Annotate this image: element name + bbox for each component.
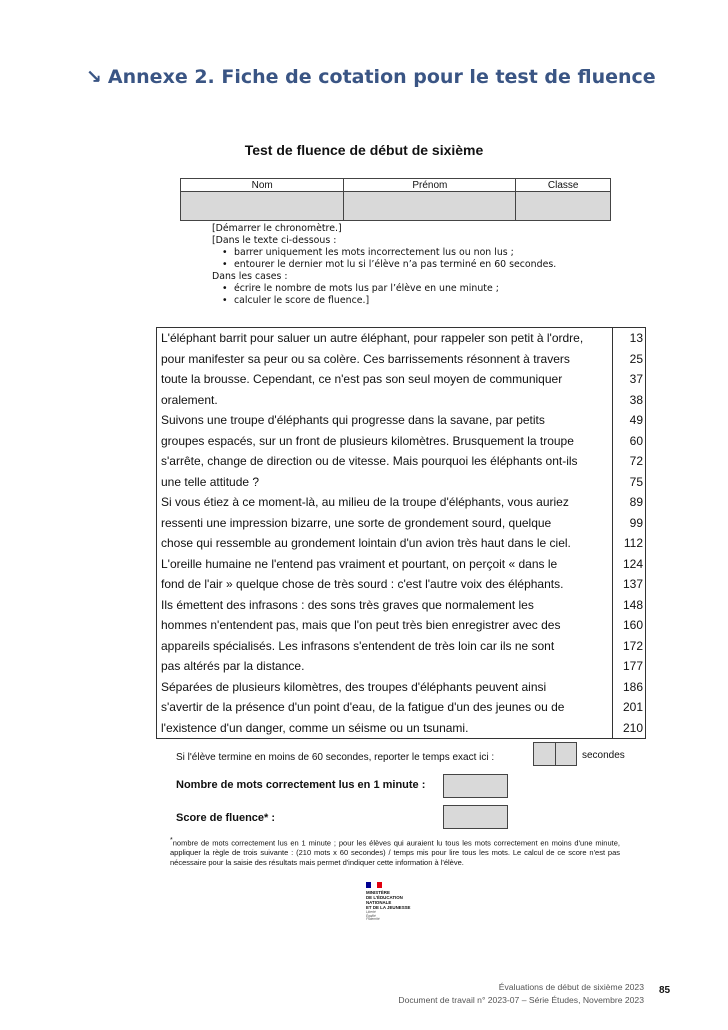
reading-line-text[interactable]: L'éléphant barrit pour saluer un autre éléphant, pour rappeler son petit à l'ordre, [157, 328, 613, 349]
motto-line: Égalité [366, 913, 376, 918]
reading-line-text[interactable]: appareils spécialisés. Les infrasons s'entendent de très loin car ils ne sont [157, 636, 613, 657]
reading-line-text[interactable]: une telle attitude ? [157, 472, 613, 493]
cumulative-word-count: 25 [629, 351, 643, 366]
motto-line: Fraternité [366, 917, 380, 922]
reading-line-text[interactable]: Séparées de plusieurs kilomètres, des troupes d'éléphants peuvent ainsi [157, 677, 613, 698]
header-prenom: Prénom [344, 179, 516, 192]
table-row [157, 451, 646, 472]
table-row [157, 595, 646, 616]
instruction-start: [Démarrer le chronomètre.] [212, 223, 342, 234]
reading-line-text[interactable]: pas altérés par la distance. [157, 656, 613, 677]
reading-line-text[interactable]: chose qui ressemble au grondement lointain d'un avion très haut dans le ciel. [157, 533, 613, 554]
flag-stripe-red [377, 882, 382, 888]
ministry-line: DE L'ÉDUCATION [366, 895, 403, 900]
motto-line: Liberté [366, 910, 376, 914]
reading-line-text[interactable]: ressenti une impression bizarre, une sorte de grondement sourd, quelque [157, 513, 613, 534]
cumulative-word-count: 172 [622, 638, 643, 653]
reading-line-text[interactable]: s'avertir de la présence d'un point d'eau, de la fatigue d'un des jeunes ou de [157, 697, 613, 718]
ministry-logo [366, 882, 436, 922]
cumulative-word-count: 137 [622, 577, 643, 592]
reading-line-text[interactable]: Si vous étiez à ce moment-là, au milieu de la troupe d'éléphants, vous auriez [157, 492, 613, 513]
reading-line-text[interactable]: Ils émettent des infrasons : des sons très graves que normalement les [157, 595, 613, 616]
table-row [157, 472, 646, 493]
prenom-field[interactable] [344, 192, 516, 221]
cumulative-word-count: 49 [629, 413, 643, 428]
table-row [157, 431, 646, 452]
reading-line-text[interactable]: fond de l'air » quelque chose de très sourd : c'est l'autre voix des éléphants. [157, 574, 613, 595]
cumulative-word-count: 37 [629, 372, 643, 387]
table-row [157, 410, 646, 431]
table-row [157, 677, 646, 698]
cumulative-word-count: 186 [622, 679, 643, 694]
cumulative-word-count: 177 [622, 659, 643, 674]
reading-line-text[interactable]: groupes espacés, sur un front de plusieurs kilomètres. Brusquement la troupe [157, 431, 613, 452]
table-row [157, 328, 646, 349]
annex-title: Annexe 2. Fiche de cotation pour le test de fluence [107, 66, 656, 88]
cumulative-word-count: 89 [629, 495, 643, 510]
arrow-down-right-icon: ↘ [86, 66, 102, 88]
ministry-line: ET DE LA JEUNESSE [366, 905, 411, 910]
french-flag-icon [366, 882, 382, 888]
cumulative-word-count: 124 [622, 556, 643, 571]
page-number: 85 [659, 985, 671, 996]
cumulative-word-count: 38 [629, 392, 643, 407]
time-digit-box[interactable] [555, 743, 577, 765]
ministry-name [366, 890, 436, 910]
text-instruction-list [212, 247, 556, 271]
reading-line-text[interactable]: l'existence d'un danger, comme un séisme ou un tsunami. [157, 718, 613, 739]
table-row [157, 636, 646, 657]
table-row [157, 615, 646, 636]
classe-field[interactable] [516, 192, 611, 221]
table-row [157, 492, 646, 513]
box-instruction-list [212, 283, 556, 307]
cumulative-word-count: 112 [623, 536, 643, 551]
time-label: Si l'élève termine en moins de 60 secondes, reporter le temps exact ici : [176, 752, 495, 763]
seconds-label: secondes [582, 750, 625, 761]
table-row [157, 554, 646, 575]
header-nom: Nom [181, 179, 344, 192]
test-title: Test de fluence de début de sixième [244, 142, 484, 158]
reading-line-text[interactable]: pour manifester sa peur ou sa colère. Ces barrissements résonnent à travers [157, 349, 613, 370]
list-item: • écrire le nombre de mots lus par l’élève en une minute ; [234, 283, 556, 295]
cumulative-word-count: 160 [622, 618, 643, 633]
reading-line-text[interactable]: L'oreille humaine ne l'entend pas vraiment et pourtant, on perçoit « dans le [157, 554, 613, 575]
time-digit-box[interactable] [534, 743, 555, 765]
reading-text-table [156, 327, 646, 739]
footnote-text: nombre de mots correctement lus en 1 minute ; pour les élèves qui auraient lu tous les mots correctement en moins d'une minute, appliquer la règle de trois suivante : (210 mots x 60 secondes) / temps mis pour lire tous les mots. Le calcul de ce score n'est pas nécessaire pour la saisie des résultats mais permet d'indiquer cette information à l'élève. [170, 838, 620, 868]
table-row [157, 390, 646, 411]
fluency-score-label: Score de fluence* : [176, 812, 276, 824]
list-item: • entourer le dernier mot lu si l’élève n’a pas terminé en 60 secondes. [234, 259, 556, 271]
instruction-boxes-intro: Dans les cases : [212, 271, 288, 282]
ministry-line: MINISTÈRE [366, 890, 390, 895]
nom-field[interactable] [181, 192, 344, 221]
cumulative-word-count: 60 [629, 433, 643, 448]
fluency-score-input[interactable] [443, 805, 508, 829]
cumulative-word-count: 210 [622, 720, 643, 735]
instruction-text-intro: [Dans le texte ci-dessous : [212, 235, 337, 246]
table-row [157, 697, 646, 718]
words-count-input[interactable] [443, 774, 508, 798]
republic-motto [366, 911, 436, 922]
list-item: • barrer uniquement les mots incorrectement lus ou non lus ; [234, 247, 556, 259]
table-row [157, 533, 646, 554]
table-row [157, 656, 646, 677]
time-input[interactable] [533, 742, 577, 766]
reading-line-text[interactable]: toute la brousse. Cependant, ce n'est pas son seul moyen de communiquer [157, 369, 613, 390]
reading-line-text[interactable]: oralement. [157, 390, 613, 411]
footnote [170, 836, 620, 868]
table-row [157, 349, 646, 370]
table-row [157, 513, 646, 534]
cumulative-word-count: 13 [629, 331, 643, 346]
header-classe: Classe [516, 179, 611, 192]
list-item: • calculer le score de fluence.] [234, 295, 556, 307]
ministry-line: NATIONALE [366, 900, 392, 905]
cumulative-word-count: 148 [622, 597, 643, 612]
reading-line-text[interactable]: hommes n'entendent pas, mais que l'on peut très bien enregistrer avec des [157, 615, 613, 636]
instructions [212, 223, 556, 307]
cumulative-word-count: 75 [629, 474, 643, 489]
annex-heading [86, 66, 656, 88]
reading-line-text[interactable]: Suivons une troupe d'éléphants qui progresse dans la savane, par petits [157, 410, 613, 431]
cumulative-word-count: 99 [629, 515, 643, 530]
table-row [157, 574, 646, 595]
table-row [157, 718, 646, 739]
footer-series: Évaluations de début de sixième 2023 [498, 982, 644, 992]
footer-document: Document de travail n° 2023-07 – Série Études, Novembre 2023 [398, 995, 644, 1005]
table-row [157, 369, 646, 390]
footnote-marker: * [170, 837, 173, 844]
words-count-label: Nombre de mots correctement lus en 1 minute : [176, 779, 426, 791]
cumulative-word-count: 72 [629, 454, 643, 469]
reading-line-text[interactable]: s'arrête, change de direction ou de vitesse. Mais pourquoi les éléphants ont-ils [157, 451, 613, 472]
student-identity-table [180, 178, 611, 221]
cumulative-word-count: 201 [622, 700, 643, 715]
